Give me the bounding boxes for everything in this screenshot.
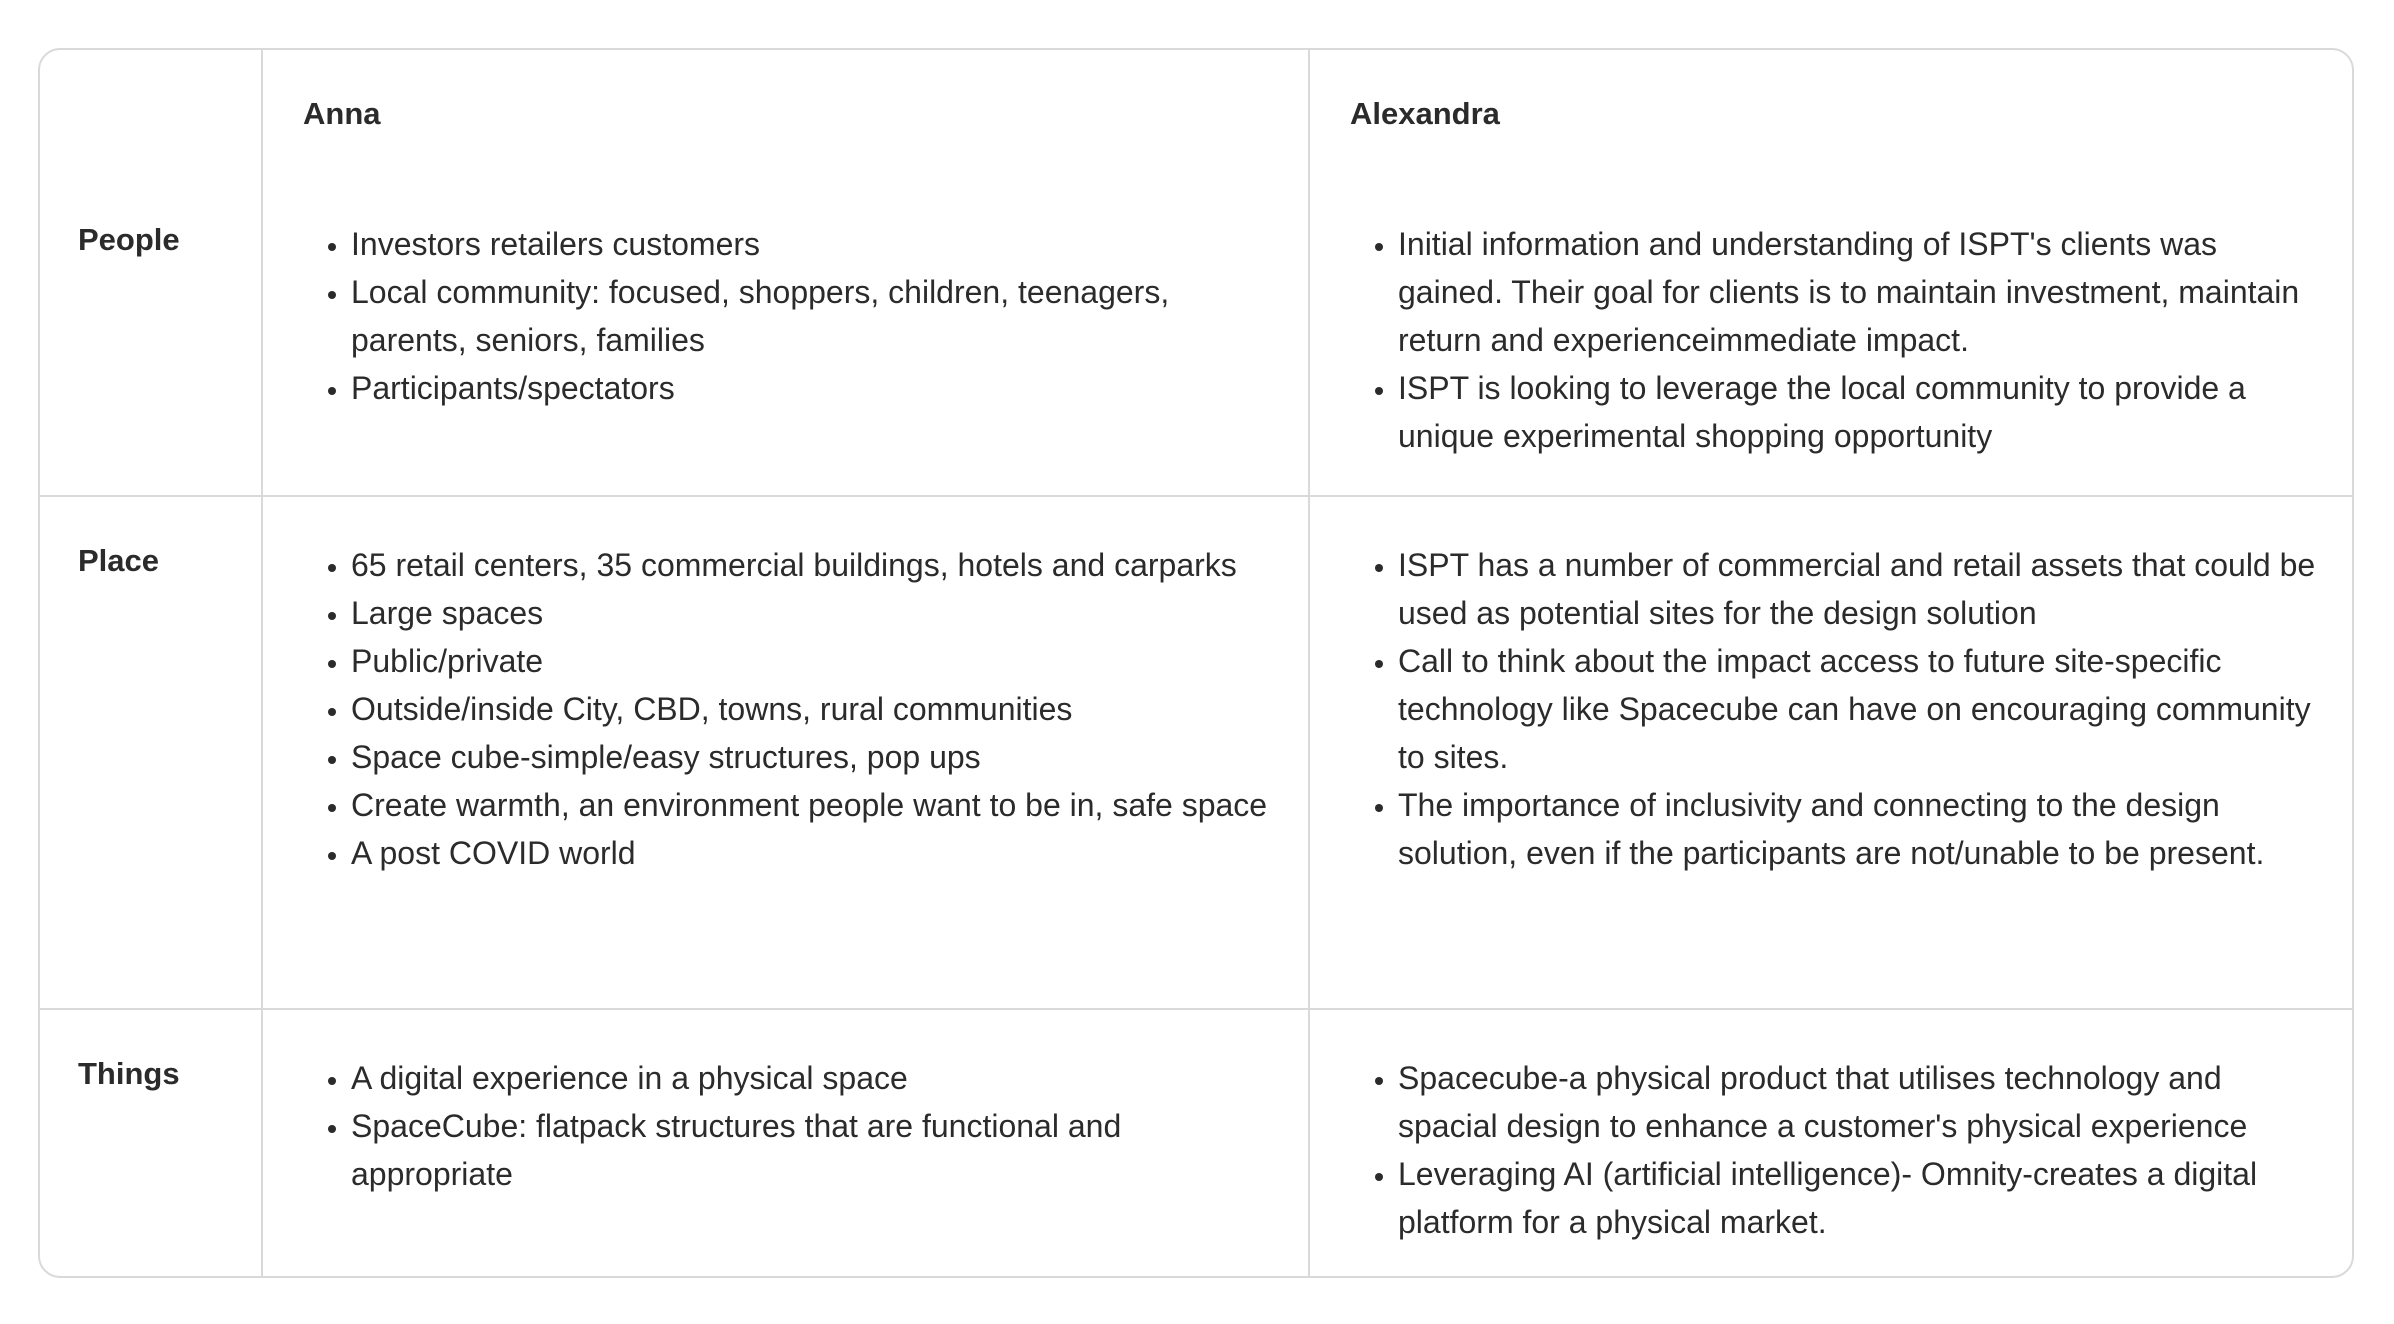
bullet-list <box>1350 541 2316 877</box>
cell-place-alexandra <box>1309 496 2354 1009</box>
bullet-list <box>303 220 1268 412</box>
list-item: • Investors retailers customers <box>351 220 1268 268</box>
bullet-list <box>1350 220 2316 460</box>
bullet-list <box>303 1054 1268 1198</box>
list-item: • Initial information and understanding of ISPT's clients was gained. Their goal for clients is to maintain investment, maintain return and experienceimmediate impact. <box>1398 220 2316 364</box>
bullet-list <box>1350 1054 2316 1246</box>
header-row <box>40 50 2354 176</box>
table-row-place <box>40 496 2354 1009</box>
list-item: • Public/private <box>351 637 1268 685</box>
comparison-table <box>40 50 2354 1278</box>
list-item: • Outside/inside City, CBD, towns, rural communities <box>351 685 1268 733</box>
list-item: • A digital experience in a physical space <box>351 1054 1268 1102</box>
list-item: • 65 retail centers, 35 commercial buildings, hotels and carparks <box>351 541 1268 589</box>
list-item: • SpaceCube: flatpack structures that are functional and appropriate <box>351 1102 1268 1198</box>
bullet-list <box>303 541 1268 877</box>
row-label-place: Place <box>40 496 262 1009</box>
row-label-people: People <box>40 176 262 496</box>
list-item: • Leveraging AI (artificial intelligence)- Omnity-creates a digital platform for a physical market. <box>1398 1150 2316 1246</box>
cell-things-alexandra <box>1309 1009 2354 1278</box>
header-alexandra: Alexandra <box>1350 96 1500 131</box>
list-item: • Spacecube-a physical product that utilises technology and spacial design to enhance a customer's physical experience <box>1398 1054 2316 1150</box>
list-item: • The importance of inclusivity and connecting to the design solution, even if the participants are not/unable to be present. <box>1398 781 2316 877</box>
cell-things-anna <box>262 1009 1309 1278</box>
list-item: • ISPT has a number of commercial and retail assets that could be used as potential sites for the design solution <box>1398 541 2316 637</box>
table-row-things <box>40 1009 2354 1278</box>
cell-people-anna <box>262 176 1309 496</box>
list-item: • Space cube-simple/easy structures, pop ups <box>351 733 1268 781</box>
cell-people-alexandra <box>1309 176 2354 496</box>
table-row-people <box>40 176 2354 496</box>
header-corner-cell <box>40 50 262 176</box>
list-item: • Large spaces <box>351 589 1268 637</box>
list-item: • Call to think about the impact access to future site-specific technology like Spacecube can have on encouraging community to sites. <box>1398 637 2316 781</box>
cell-place-anna <box>262 496 1309 1009</box>
list-item: • A post COVID world <box>351 829 1268 877</box>
row-label-things: Things <box>40 1009 262 1278</box>
list-item: • ISPT is looking to leverage the local community to provide a unique experimental shopping opportunity <box>1398 364 2316 460</box>
list-item: • Participants/spectators <box>351 364 1268 412</box>
list-item: • Local community: focused, shoppers, children, teenagers, parents, seniors, families <box>351 268 1268 364</box>
comparison-table-container <box>38 48 2354 1278</box>
list-item: • Create warmth, an environment people want to be in, safe space <box>351 781 1268 829</box>
header-anna: Anna <box>262 50 1309 176</box>
